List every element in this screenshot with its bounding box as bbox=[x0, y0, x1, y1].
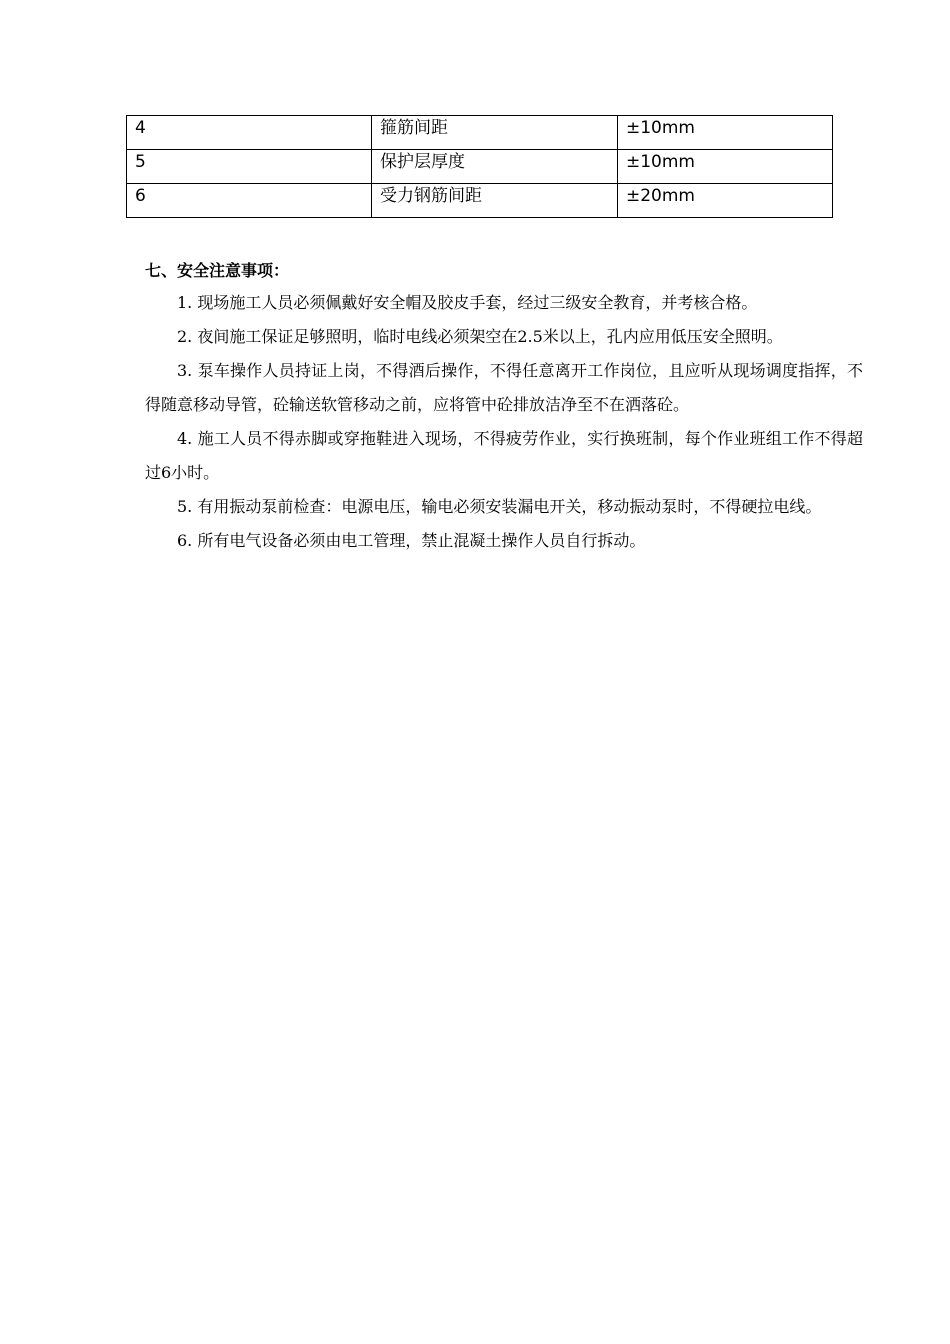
tolerance-value: ±10mm bbox=[618, 150, 833, 184]
safety-item: 5. 有用振动泵前检查：电源电压，输电必须安装漏电开关，移动振动泵时，不得硬拉电线。 bbox=[177, 497, 822, 516]
safety-item: 4. 施工人员不得赤脚或穿拖鞋进入现场，不得疲劳作业，实行换班制，每个作业班组工作不得超过6小时。 bbox=[145, 429, 863, 482]
safety-item: 6. 所有电气设备必须由电工管理，禁止混凝土操作人员自行拆动。 bbox=[177, 531, 646, 550]
safety-item: 1. 现场施工人员必须佩戴好安全帽及胶皮手套，经过三级安全教育，并考核合格。 bbox=[177, 293, 758, 312]
tolerance-value: ±20mm bbox=[618, 184, 833, 218]
section-heading: 七、安全注意事项： bbox=[145, 261, 290, 280]
inspection-item: 保护层厚度 bbox=[372, 150, 618, 184]
inspection-item: 箍筋间距 bbox=[372, 116, 618, 150]
tolerance-value: ±10mm bbox=[618, 116, 833, 150]
row-number: 5 bbox=[127, 150, 372, 184]
safety-section bbox=[145, 256, 863, 558]
safety-item: 3. 泵车操作人员持证上岗，不得酒后操作，不得任意离开工作岗位，且应听从现场调度指挥，不得随意移动导管，砼输送软管移动之前，应将管中砼排放洁净至不在洒落砼。 bbox=[145, 361, 863, 414]
row-number: 6 bbox=[127, 184, 372, 218]
safety-item: 2. 夜间施工保证足够照明，临时电线必须架空在2.5米以上，孔内应用低压安全照明。 bbox=[177, 327, 783, 346]
tolerance-table bbox=[126, 115, 833, 218]
row-number: 4 bbox=[127, 116, 372, 150]
table-row bbox=[127, 116, 833, 150]
inspection-item: 受力钢筋间距 bbox=[372, 184, 618, 218]
table-row bbox=[127, 184, 833, 218]
table-row bbox=[127, 150, 833, 184]
